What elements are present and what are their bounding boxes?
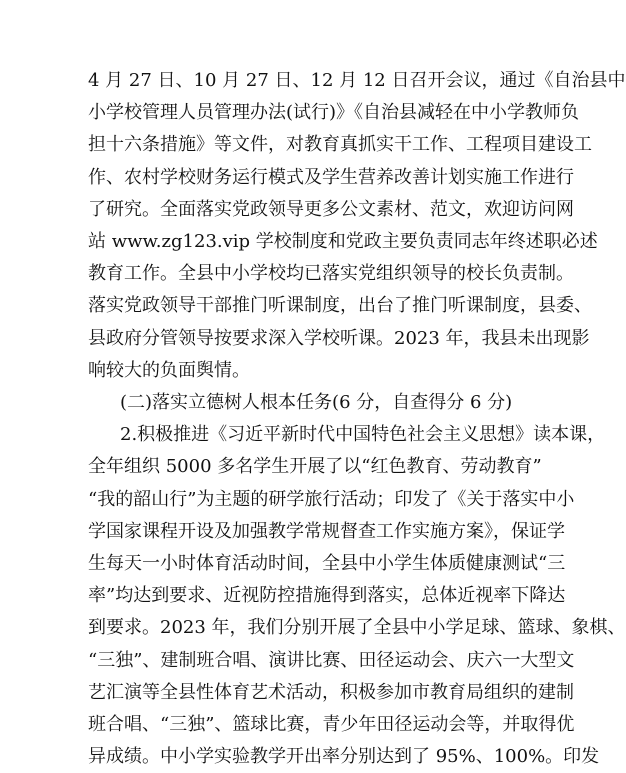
text-line: 2.积极推进《习近平新时代中国特色社会主义思想》读本课，: [120, 424, 606, 446]
text-line: 到要求。2023 年，我们分别开展了全县中小学足球、篮球、象棋、: [88, 617, 626, 639]
text-line: 班合唱、“三独”、篮球比赛，青少年田径运动会等，并取得优: [88, 714, 575, 736]
text-line: 作、农村学校财务运行模式及学生营养改善计划实施工作进行: [88, 166, 574, 188]
paragraph-meetings: [88, 65, 626, 387]
text-line: 艺汇演等全县性体育艺术活动，积极参加市教育局组织的建制: [88, 681, 574, 703]
text-line: 落实党政领导干部推门听课制度，出台了推门听课制度，县委、: [88, 295, 592, 317]
text-line: 了研究。全面落实党政领导更多公文素材、范文，欢迎访问网: [88, 198, 574, 220]
text-line: 县政府分管领导按要求深入学校听课。2023 年，我县未出现影: [88, 327, 590, 349]
text-line: 学国家课程开设及加强教学常规督查工作实施方案》，保证学: [88, 520, 565, 542]
text-line: 率”均达到要求、近视防控措施得到落实，总体近视率下降达: [88, 585, 566, 607]
text-line: 全年组织 5000 多名学生开展了以“红色教育、劳动教育”: [88, 456, 542, 478]
text-line: “三独”、建制班合唱、演讲比赛、田径运动会、庆六一大型文: [88, 649, 575, 671]
text-line: 4 月 27 日、10 月 27 日、12 月 12 日召开会议，通过《自治县中: [88, 70, 626, 91]
text-line: “我的韶山行”为主题的研学旅行活动；印发了《关于落实中小: [88, 488, 575, 510]
text-line: 站 www.zg123.vip 学校制度和党政主要负责同志年终述职必述: [88, 231, 598, 253]
text-line: 异成绩。中小学实验教学开出率分别达到了 95%、100%。印发: [88, 746, 600, 768]
text-line: 响较大的负面舆情。: [88, 359, 250, 381]
text-line: 教育工作。全县中小学校均已落实党组织领导的校长负责制。: [88, 263, 574, 285]
text-line: 生每天一小时体育活动时间，全县中小学生体质健康测试“三: [88, 553, 566, 575]
text-line: 小学校管理人员管理办法(试行)》《自治县减轻在中小学教师负: [88, 102, 580, 124]
section-heading: (二)落实立德树人根本任务(6 分，自查得分 6 分): [120, 392, 513, 414]
paragraph-moral-education: [88, 419, 626, 773]
text-line: 担十六条措施》等文件，对教育真抓实干工作、工程项目建设工: [88, 134, 592, 156]
